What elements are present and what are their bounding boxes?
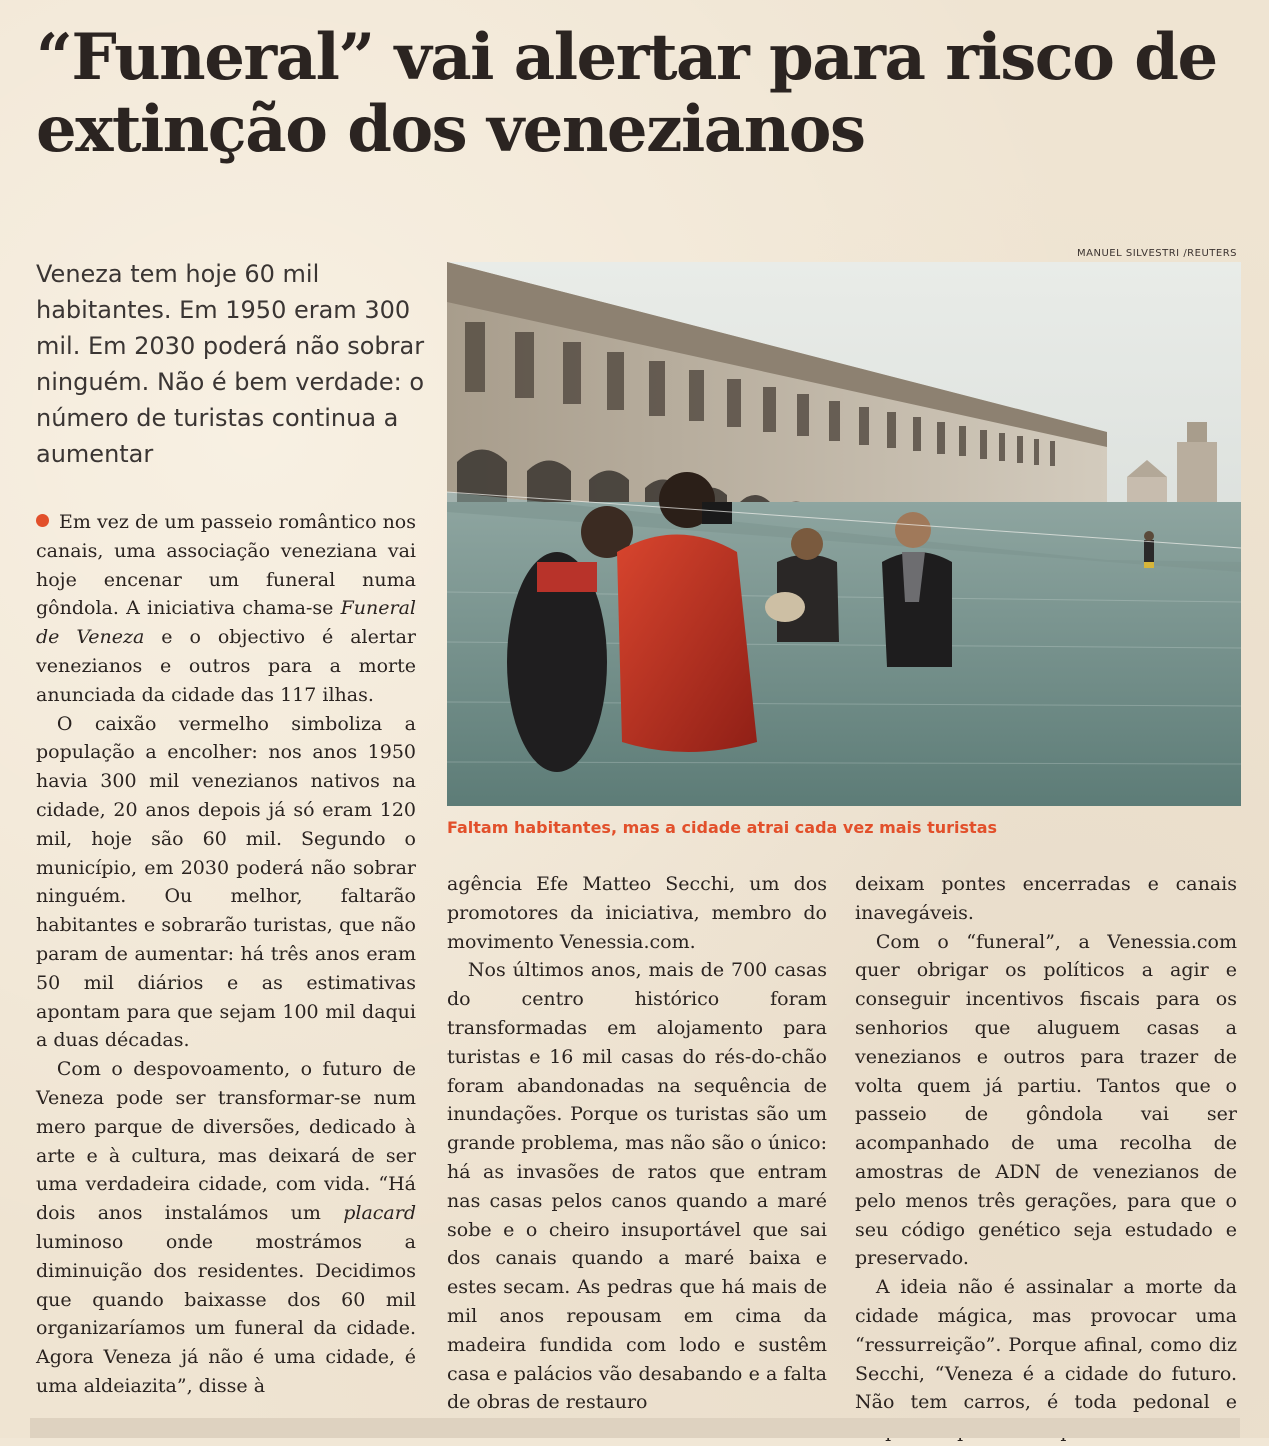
paragraph: Com o “funeral”, a Venessia.com quer obrigar os políticos a agir e conseguir incentivos fiscais para os senhorios que aluguem casas a venezianos e outros para trazer de volta quem já partiu. Tantos que o passeio de gôndola vai ser acompanhado de uma recolha de amostras de ADN de venezianos de pelo menos três gerações, para que o seu código genético seja estudado e preservado. xyxy=(855,930,1237,1270)
paragraph-text: luminoso onde mostrámos a diminuição dos residentes. Decidimos que quando baixasse dos 60 mil organizaríamos um funeral da cidade. Agora Veneza já não é uma cidade, é uma aldeiazita”, disse à xyxy=(36,1230,416,1397)
article-headline: “Funeral” vai alertar para risco de extinção dos venezianos xyxy=(36,20,1217,167)
paragraph: Nos últimos anos, mais de 700 casas do centro histórico foram transformadas em alojamento para turistas e 16 mil casas do rés-do-chão foram abandonadas na sequência de inundações. Porque os turistas são um grande problema, mas não são o único: há as invasões de ratos que entram nas casas pelos canos quando a maré sobe e o cheiro insuportável que sai dos canais quando a maré baixa e estes secam. As pedras que há mais de mil anos repousam em cima da madeira fundida com lodo e sustêm casa e palácios vão desabando e a falta de obras de restauro xyxy=(447,959,827,1414)
photo-caption: Faltam habitantes, mas a cidade atrai cada vez mais turistas xyxy=(447,818,998,837)
photo-credit: MANUEL SILVESTRI /REUTERS xyxy=(1077,248,1237,259)
page-bottom-strip xyxy=(30,1418,1240,1438)
italic-title: Funeral de Veneza xyxy=(36,597,416,649)
article-lead: Veneza tem hoje 60 mil habitantes. Em 1950 eram 300 mil. Em 2030 poderá não sobrar ninguém. Não é bem verdade: o número de turistas continua a aumentar xyxy=(36,260,425,468)
paragraph-text: Com o despovoamento, o futuro de Veneza pode ser transformar-se num mero parque de diversões, dedicado à arte e à cultura, mas deixará de ser uma verdadeira cidade, com vida. “Há dois anos instalámos um xyxy=(36,1058,416,1225)
paragraph: deixam pontes encerradas e canais inavegáveis. xyxy=(855,873,1237,924)
paragraph xyxy=(36,508,416,710)
article-photo xyxy=(447,262,1241,806)
article-column-2 xyxy=(447,870,827,1417)
paragraph: agência Efe Matteo Secchi, um dos promotores da iniciativa, membro do movimento Venessia.com. xyxy=(447,873,827,953)
article-column-1 xyxy=(36,508,416,1401)
paragraph-text: e o objectivo é alertar venezianos e outros para a morte anunciada da cidade das 117 ilhas. xyxy=(36,626,416,706)
article-column-3 xyxy=(855,870,1237,1446)
paragraph xyxy=(36,1055,416,1401)
paragraph-text: Em vez de um passeio romântico nos canais, uma associação veneziana vai hoje encenar um funeral numa gôndola. A iniciativa chama-se xyxy=(36,511,416,620)
paragraph: O caixão vermelho simboliza a população a encolher: nos anos 1950 havia 300 mil venezianos nativos na cidade, 20 anos depois já só eram 120 mil, hoje são 60 mil. Segundo o município, em 2030 poderá não sobrar ninguém. Ou melhor, faltarão habitantes e sobrarão turistas, que não param de aumentar: há três anos eram 50 mil diários e as estimativas apontam para que sejam 100 mil daqui a duas décadas. xyxy=(36,712,416,1052)
paragraph: A ideia não é assinalar a morte da cidade mágica, mas provocar uma “ressurreição”. Porque afinal, como diz Secchi, “Veneza é a cidade do futuro. Não tem carros, é toda pedonal e xyxy=(855,1276,1237,1414)
italic-word: placard xyxy=(343,1202,416,1225)
bullet-icon xyxy=(36,514,49,527)
